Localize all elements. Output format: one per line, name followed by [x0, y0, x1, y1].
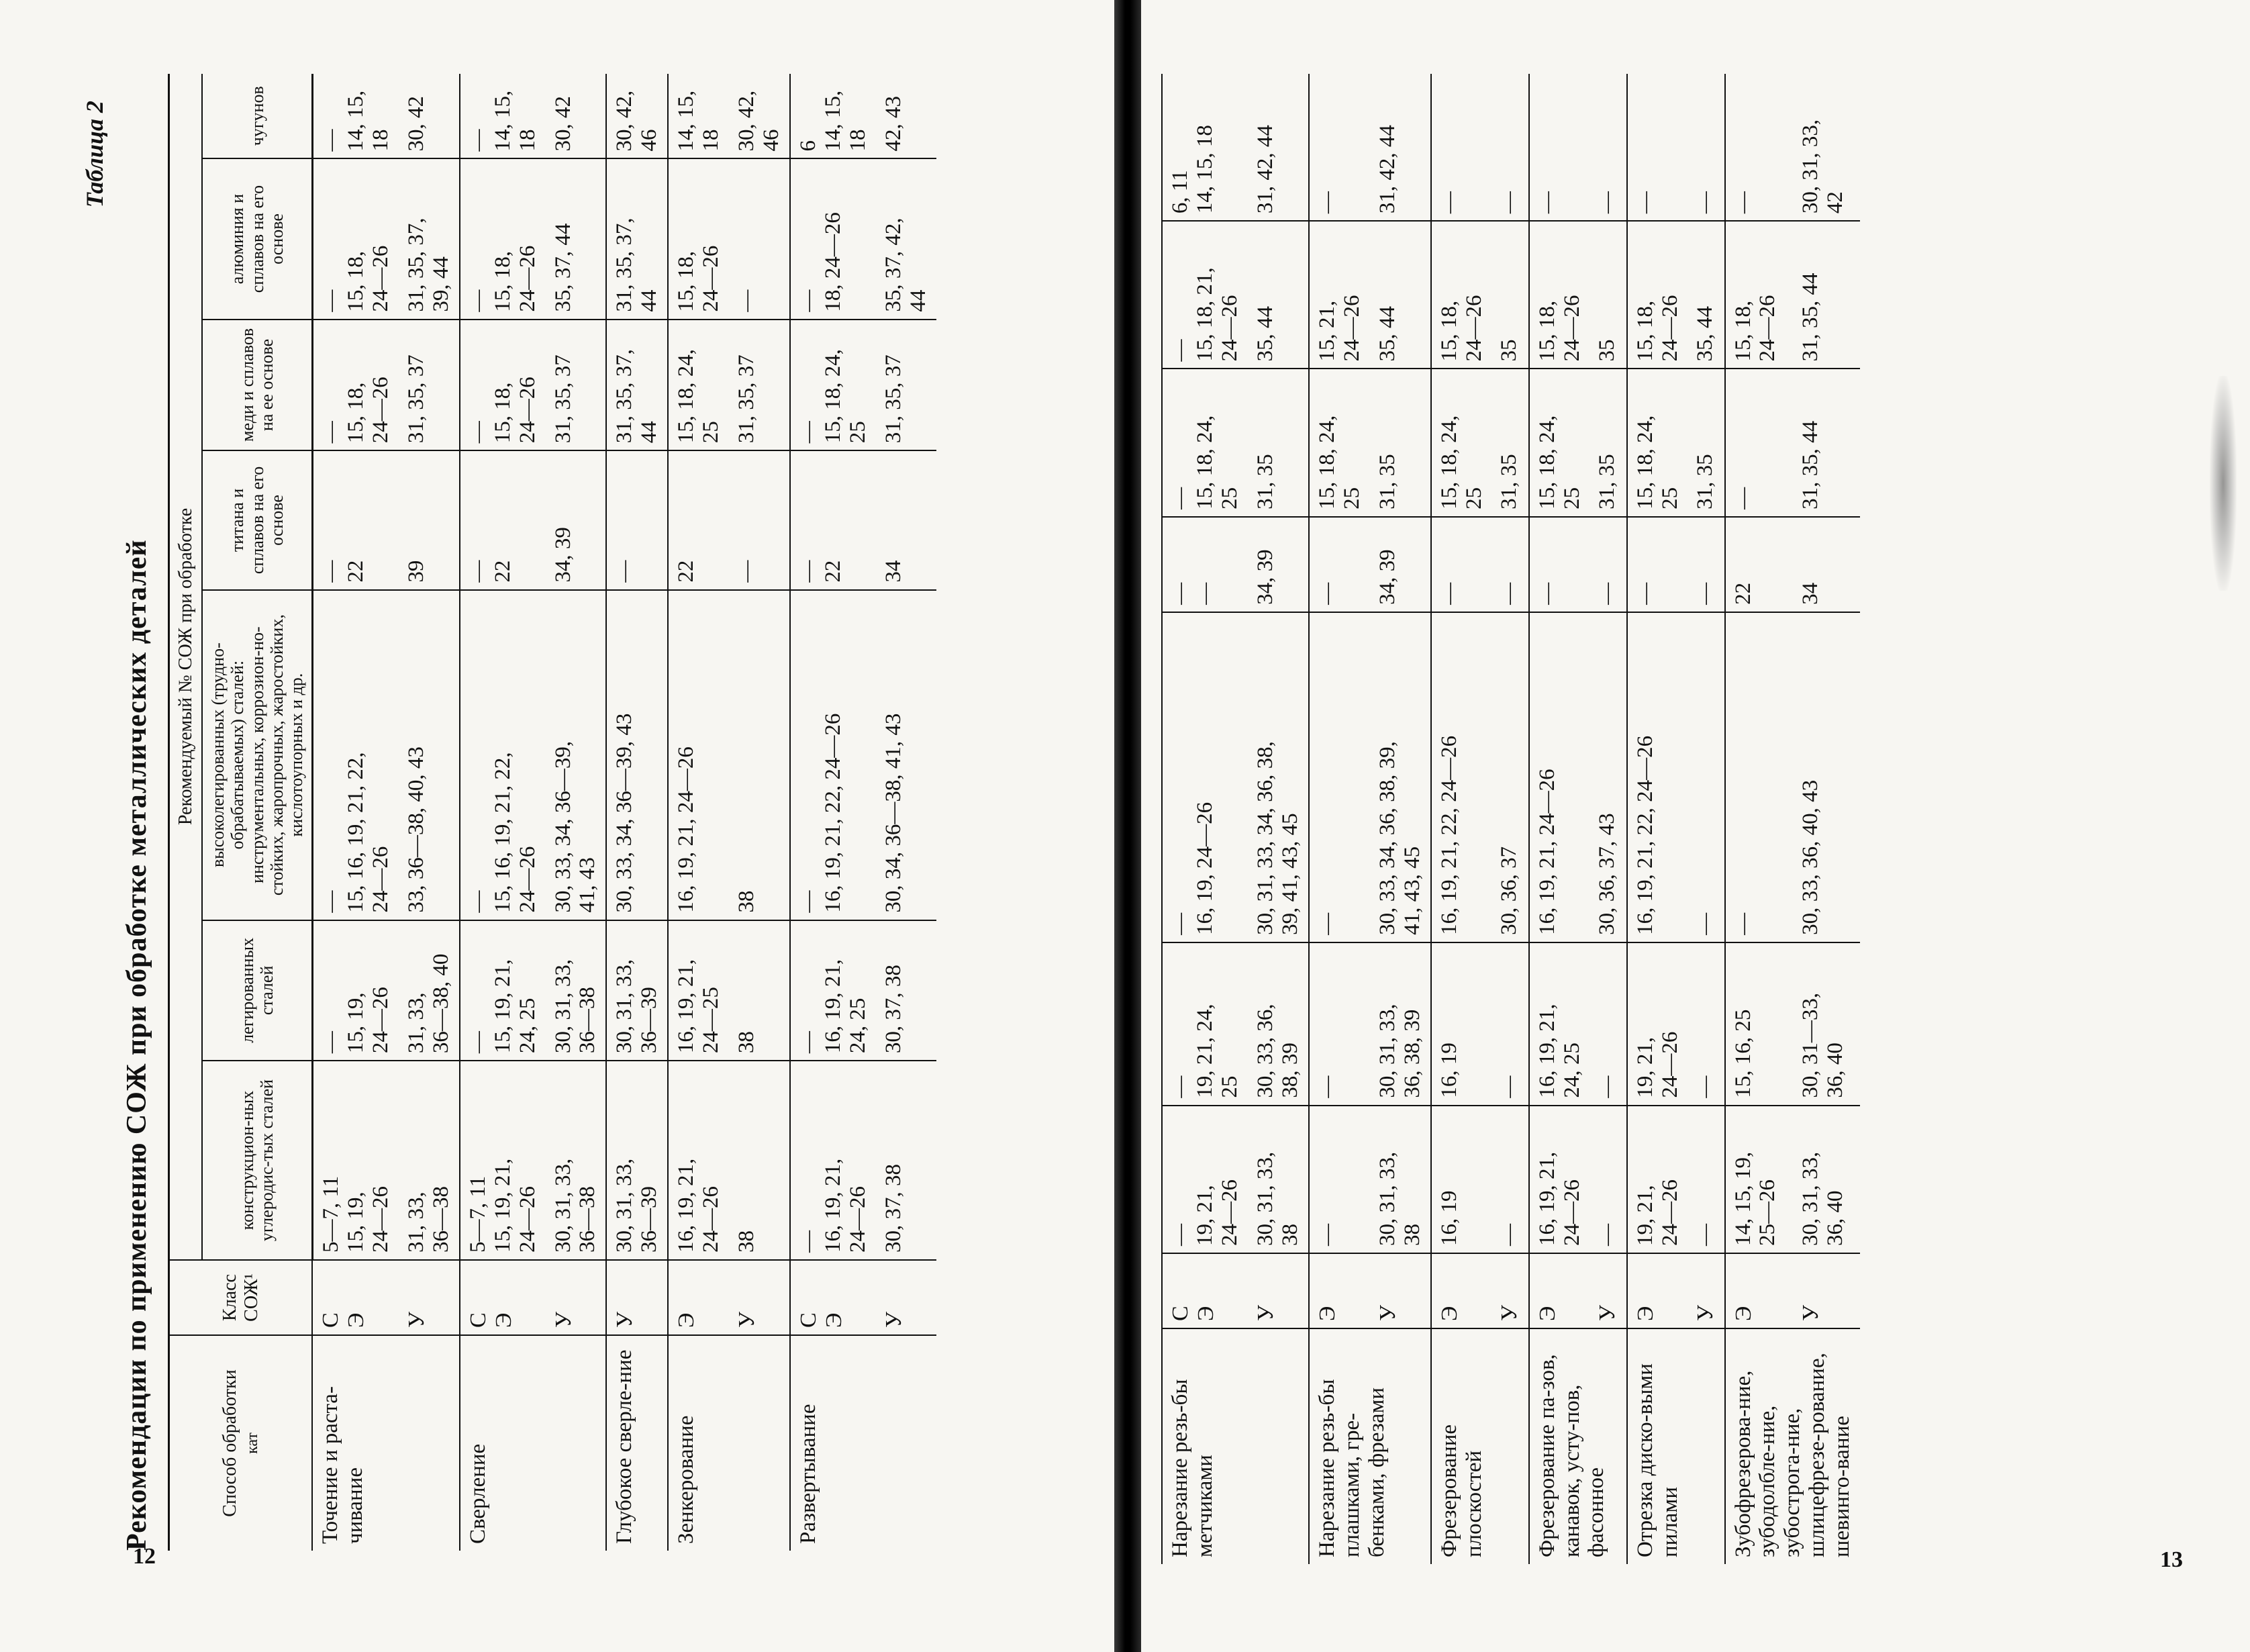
class-cell: Э	[1529, 1253, 1590, 1328]
right-page-rotated-content	[1155, 74, 2135, 1564]
value-cell: 15, 16, 25	[1725, 942, 1793, 1106]
value-cell: 39	[399, 450, 460, 589]
operation-cell: Сверление	[460, 1335, 607, 1551]
value-cell: 35	[1491, 221, 1528, 369]
value-cell: — 15, 19, 21, 24, 25	[460, 920, 546, 1061]
value-cell: 19, 21, 24—26	[1627, 1106, 1688, 1253]
value-cell: 38	[729, 590, 790, 920]
value-cell: —	[1688, 612, 1724, 942]
value-cell: — 22	[790, 450, 876, 589]
table-label: Таблица 2	[81, 101, 108, 208]
page-number-left: 12	[133, 1544, 156, 1569]
book-gutter	[1114, 0, 1141, 1652]
operation-cell: Фрезерование па-зов, канавок, усту-пов, фасонное	[1529, 1328, 1627, 1564]
left-page-rotated-content	[81, 74, 1067, 1551]
header-col-2: высоколегированных (трудно-обрабатываемых) сталей: инструментальных, коррозион-но-стойких, жаропрочных, жаростойких, кислотоупорных и др.	[202, 590, 312, 920]
value-cell: 31, 35	[1491, 369, 1528, 516]
table-row	[1309, 74, 1370, 1564]
value-cell: 15, 18, 24—26	[1627, 221, 1688, 369]
table-title: Рекомендации по применению СОЖ при обработке металлических деталей	[121, 539, 152, 1551]
value-cell: —	[1589, 942, 1626, 1106]
value-cell: —	[1688, 517, 1724, 612]
value-cell: 30, 42	[546, 74, 607, 158]
value-cell: 30, 31, 33, 36—39	[606, 920, 668, 1061]
operation-cell: Зубофрезерова-ние, зубодолбле-ние, зубострога-ние, шлицефрезе-рование, шевинго-вание	[1725, 1328, 1861, 1564]
operation-cell: Развертывание	[790, 1335, 936, 1551]
value-cell: 15, 18, 24, 25	[1529, 369, 1590, 516]
value-cell: 30, 31, 33, 34, 36, 38, 39, 41, 43, 45	[1248, 612, 1309, 942]
value-cell: —	[1431, 74, 1492, 221]
value-cell: — 15, 18, 24—26	[312, 158, 398, 319]
class-cell: Э	[1431, 1253, 1492, 1328]
value-cell: 34	[876, 450, 936, 589]
value-cell: 30, 36, 37	[1491, 612, 1528, 942]
class-cell: У	[1589, 1253, 1626, 1328]
table-row	[1162, 74, 1248, 1564]
value-cell: 35, 44	[1248, 221, 1309, 369]
value-cell: 30, 31, 33, 36—38	[546, 920, 607, 1061]
value-cell: 30, 33, 34, 36, 38, 39, 41, 43, 45	[1370, 612, 1431, 942]
header-class: Класс СОЖ¹	[169, 1260, 313, 1335]
value-cell: — 15, 18, 21, 24—26	[1162, 221, 1248, 369]
header-col-3: титана и сплавов на его основе	[202, 450, 312, 589]
value-cell: — 15, 18, 24, 25	[790, 320, 876, 451]
value-cell: — 16, 19, 21, 24—26	[790, 1061, 876, 1260]
class-cell: Э	[1725, 1253, 1793, 1328]
value-cell: 30, 31, 33, 36—38	[546, 1061, 607, 1260]
class-cell: У	[1370, 1253, 1431, 1328]
table-row	[876, 74, 936, 1551]
value-cell: — 16, 19, 21, 22, 24—26	[790, 590, 876, 920]
value-cell: 31, 35	[1248, 369, 1309, 516]
value-cell: 30, 33, 34, 36—39, 41, 43	[546, 590, 607, 920]
table-right	[1161, 74, 1860, 1564]
value-cell: 30, 42, 46	[729, 74, 790, 158]
value-cell: 31, 42, 44	[1248, 74, 1309, 221]
operation-cell: Глубокое сверле-ние	[606, 1335, 668, 1551]
value-cell: —	[1309, 612, 1370, 942]
value-cell: 31, 35, 37, 39, 44	[399, 158, 460, 319]
value-cell: 6, 11 14, 15, 18	[1162, 74, 1248, 221]
value-cell: 31, 35, 37	[876, 320, 936, 451]
value-cell: —	[1589, 1106, 1626, 1253]
value-cell: — 18, 24—26	[790, 158, 876, 319]
value-cell: — 15, 18, 24—26	[460, 320, 546, 451]
value-cell: 31, 35	[1370, 369, 1431, 516]
value-cell: —	[1529, 74, 1590, 221]
class-cell: Э	[1309, 1253, 1370, 1328]
value-cell: — 22	[312, 450, 398, 589]
page-number-right: 13	[2160, 1547, 2183, 1572]
value-cell: —	[1725, 74, 1793, 221]
value-cell: 6 14, 15, 18	[790, 74, 876, 158]
value-cell: 31, 35, 44	[1793, 369, 1860, 516]
value-cell: 34, 39	[1370, 517, 1431, 612]
value-cell: 30, 33, 34, 36—39, 43	[606, 590, 668, 920]
value-cell: 15, 18, 24—26	[1725, 221, 1793, 369]
value-cell: 31, 35, 37	[546, 320, 607, 451]
value-cell: 19, 21, 24—26	[1627, 942, 1688, 1106]
operation-cell: Отрезка диско-выми пилами	[1627, 1328, 1725, 1564]
class-cell: У	[1793, 1253, 1860, 1328]
value-cell: —	[1688, 1106, 1724, 1253]
value-cell: 15, 18, 24, 25	[1431, 369, 1492, 516]
value-cell: 35, 37, 44	[546, 158, 607, 319]
header-col-6: чугунов	[202, 74, 312, 158]
value-cell: 42, 43	[876, 74, 936, 158]
value-cell: 14, 15, 19, 25—26	[1725, 1106, 1793, 1253]
value-cell: 30, 36, 37, 43	[1589, 612, 1626, 942]
class-cell: У	[1248, 1253, 1309, 1328]
value-cell: 16, 19, 21, 24—25	[668, 920, 729, 1061]
table-row	[460, 74, 546, 1551]
value-cell: 38	[729, 920, 790, 1061]
operation-cell: Нарезание резь-бы метчиками	[1162, 1328, 1309, 1564]
operation-cell: Точение и раста-чивание	[312, 1335, 459, 1551]
value-cell: 31, 42, 44	[1370, 74, 1431, 221]
value-cell: 22	[1725, 517, 1793, 612]
right-page	[1141, 0, 2250, 1652]
table-row	[1627, 74, 1688, 1564]
value-cell: 30, 31—33, 36, 40	[1793, 942, 1860, 1106]
value-cell: 35, 44	[1370, 221, 1431, 369]
value-cell: 31, 33, 36—38, 40	[399, 920, 460, 1061]
value-cell: 31, 33, 36—38	[399, 1061, 460, 1260]
value-cell: 31, 35	[1688, 369, 1724, 516]
class-cell: У	[606, 1260, 668, 1335]
operation-cell: Нарезание резь-бы плашками, гре-бенками, фрезами	[1309, 1328, 1431, 1564]
table-row	[1529, 74, 1590, 1564]
table-row	[606, 74, 668, 1551]
operation-cell: Зенкерование	[668, 1335, 790, 1551]
class-cell: У	[1491, 1253, 1528, 1328]
value-cell: 31, 35, 44	[1793, 221, 1860, 369]
header-method: Способ обработки кат	[169, 1335, 313, 1551]
value-cell: — 19, 21, 24, 25	[1162, 942, 1248, 1106]
value-cell: —	[1725, 612, 1793, 942]
value-cell: —	[1309, 942, 1370, 1106]
value-cell: 30, 42, 46	[606, 74, 668, 158]
value-cell: 16, 19, 21, 22, 24—26	[1431, 612, 1492, 942]
value-cell: 15, 18, 24, 25	[668, 320, 729, 451]
value-cell: 34	[1793, 517, 1860, 612]
value-cell: 35, 37, 42, 44	[876, 158, 936, 319]
table-left	[168, 74, 936, 1551]
header-col-4: меди и сплавов на ее основе	[202, 320, 312, 451]
value-cell: 15, 18, 24—26	[1529, 221, 1590, 369]
value-cell: 38	[729, 1061, 790, 1260]
class-cell: С Э	[790, 1260, 876, 1335]
left-page	[0, 0, 1114, 1652]
value-cell: —	[1725, 369, 1793, 516]
value-cell: 30, 37, 38	[876, 920, 936, 1061]
value-cell: — 15, 18, 24—26	[460, 158, 546, 319]
value-cell: — 14, 15, 18	[460, 74, 546, 158]
value-cell: 15, 18, 24, 25	[1309, 369, 1370, 516]
value-cell: 31, 35, 37	[399, 320, 460, 451]
value-cell: 5—7, 11 15, 19, 24—26	[312, 1061, 398, 1260]
value-cell: —	[1491, 74, 1528, 221]
value-cell: —	[1491, 517, 1528, 612]
value-cell: — —	[1162, 517, 1248, 612]
value-cell: 30, 42	[399, 74, 460, 158]
value-cell: —	[1491, 942, 1528, 1106]
class-cell: У	[399, 1260, 460, 1335]
value-cell: 30, 31, 33, 36, 40	[1793, 1106, 1860, 1253]
value-cell: — 22	[460, 450, 546, 589]
table-row	[312, 74, 398, 1551]
value-cell: 30, 33, 36, 38, 39	[1248, 942, 1309, 1106]
class-cell: У	[546, 1260, 607, 1335]
scan-shadow	[2210, 376, 2237, 591]
value-cell: —	[606, 450, 668, 589]
value-cell: 31, 35	[1589, 369, 1626, 516]
class-cell: Э	[1627, 1253, 1688, 1328]
value-cell: 31, 35, 37	[729, 320, 790, 451]
value-cell: 30, 31, 33, 42	[1793, 74, 1860, 221]
value-cell: 16, 19, 21, 24—26	[668, 590, 729, 920]
value-cell: 35, 44	[1688, 221, 1724, 369]
header-method-mark: кат	[243, 1432, 261, 1454]
value-cell: 30, 31, 33, 36, 38, 39	[1370, 942, 1431, 1106]
class-cell: Э	[668, 1260, 729, 1335]
value-cell: 31, 35, 37, 44	[606, 320, 668, 451]
value-cell: 30, 31, 33, 38	[1248, 1106, 1309, 1253]
value-cell: — 15, 18, 24, 25	[1162, 369, 1248, 516]
header-col-1: легированных сталей	[202, 920, 312, 1061]
table-row	[668, 74, 729, 1551]
value-cell: 35	[1589, 221, 1626, 369]
value-cell: 14, 15, 18	[668, 74, 729, 158]
table-row	[1431, 74, 1492, 1564]
value-cell: 34, 39	[1248, 517, 1309, 612]
value-cell: — 14, 15, 18	[312, 74, 398, 158]
value-cell: —	[1431, 517, 1492, 612]
value-cell: 30, 31, 33, 36—39	[606, 1061, 668, 1260]
value-cell: —	[729, 158, 790, 319]
header-recommended: Рекомендуемый № СОЖ при обработке	[169, 74, 203, 1260]
value-cell: 16, 19	[1431, 1106, 1492, 1253]
class-cell: У	[729, 1260, 790, 1335]
value-cell: —	[1309, 517, 1370, 612]
value-cell: —	[1589, 74, 1626, 221]
value-cell: 22	[668, 450, 729, 589]
table-row	[1725, 74, 1793, 1564]
table-row	[399, 74, 460, 1551]
value-cell: —	[1627, 74, 1688, 221]
class-cell: У	[1688, 1253, 1724, 1328]
value-cell: 34, 39	[546, 450, 607, 589]
value-cell: 30, 33, 36, 40, 43	[1793, 612, 1860, 942]
value-cell: — 16, 19, 21, 24, 25	[790, 920, 876, 1061]
value-cell: —	[1688, 74, 1724, 221]
class-cell: С Э	[460, 1260, 546, 1335]
value-cell: —	[1309, 1106, 1370, 1253]
value-cell: 30, 34, 36—38, 41, 43	[876, 590, 936, 920]
value-cell: 33, 36—38, 40, 43	[399, 590, 460, 920]
table-row	[546, 74, 607, 1551]
value-cell: 16, 19, 21, 22, 24—26	[1627, 612, 1688, 942]
value-cell: —	[1491, 1106, 1528, 1253]
value-cell: 31, 35, 37, 44	[606, 158, 668, 319]
value-cell: 16, 19, 21, 24—26	[1529, 1106, 1590, 1253]
value-cell: —	[1529, 517, 1590, 612]
value-cell: 16, 19, 21, 24—26	[668, 1061, 729, 1260]
class-cell: С Э	[1162, 1253, 1248, 1328]
value-cell: 15, 21, 24—26	[1309, 221, 1370, 369]
value-cell: 15, 18, 24, 25	[1627, 369, 1688, 516]
value-cell: 16, 19	[1431, 942, 1492, 1106]
value-cell: — 15, 19, 24—26	[312, 920, 398, 1061]
header-col-5: алюминия и сплавов на его основе	[202, 158, 312, 319]
value-cell: —	[1309, 74, 1370, 221]
value-cell: — 15, 18, 24—26	[312, 320, 398, 451]
table-row	[790, 74, 876, 1551]
value-cell: —	[1688, 942, 1724, 1106]
value-cell: —	[729, 450, 790, 589]
header-col-0: конструкцион-ных углеродис-тых сталей	[202, 1061, 312, 1260]
value-cell: — 16, 19, 24—26	[1162, 612, 1248, 942]
value-cell: 30, 31, 33, 38	[1370, 1106, 1431, 1253]
class-cell: С Э	[312, 1260, 398, 1335]
class-cell: У	[876, 1260, 936, 1335]
value-cell: 5—7, 11 15, 19, 21, 24—26	[460, 1061, 546, 1260]
value-cell: — 15, 16, 19, 21, 22, 24—26	[312, 590, 398, 920]
value-cell: — 15, 16, 19, 21, 22, 24—26	[460, 590, 546, 920]
value-cell: 15, 18, 24—26	[1431, 221, 1492, 369]
value-cell: 15, 18, 24—26	[668, 158, 729, 319]
operation-cell: Фрезерование плоскостей	[1431, 1328, 1529, 1564]
value-cell: — 19, 21, 24—26	[1162, 1106, 1248, 1253]
value-cell: —	[1589, 517, 1626, 612]
value-cell: 16, 19, 21, 24, 25	[1529, 942, 1590, 1106]
value-cell: —	[1627, 517, 1688, 612]
value-cell: 16, 19, 21, 24—26	[1529, 612, 1590, 942]
value-cell: 30, 37, 38	[876, 1061, 936, 1260]
table-row	[729, 74, 790, 1551]
